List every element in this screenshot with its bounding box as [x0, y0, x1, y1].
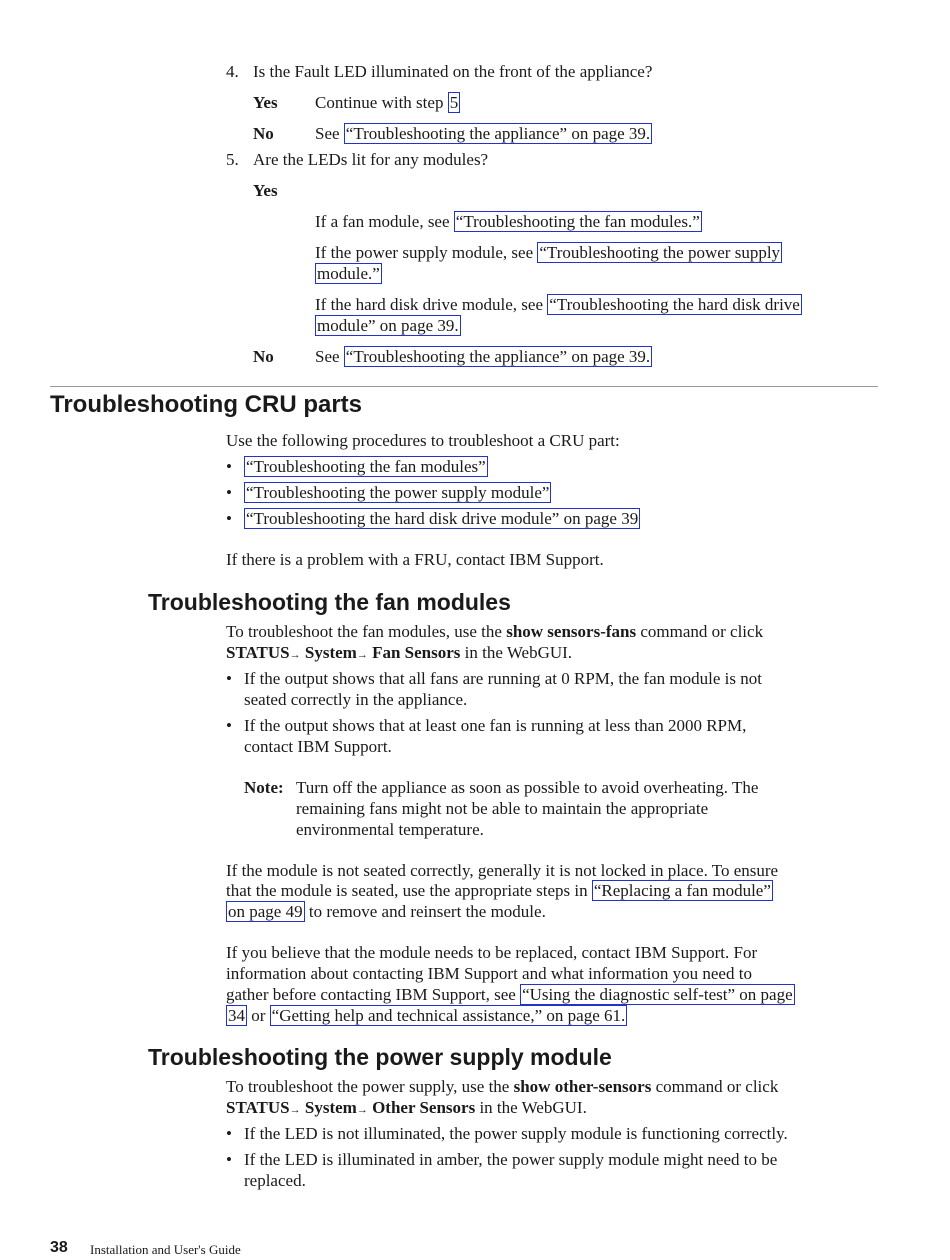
fan-modules-link[interactable]: “Troubleshooting the fan modules.”: [455, 212, 700, 231]
psu-bullet-2-line-1: If the LED is illuminated in amber, the power supply module might need to be: [244, 1150, 778, 1169]
step4-no-label: No: [253, 124, 274, 143]
nav-system: System: [304, 1098, 357, 1117]
psu-heading: Troubleshooting the power supply module: [148, 1044, 612, 1070]
step5-hdd-line-2: [315, 315, 461, 336]
step5-no-label: No: [253, 347, 274, 366]
psu-intro-line-2: [226, 1097, 587, 1121]
fan-bullet-2-line-1: If the output shows that at least one fan is running at less than 2000 RPM,: [244, 716, 747, 735]
cru-list-item-hdd: [244, 508, 640, 529]
nav-system: System: [304, 643, 357, 662]
psu-bullet-1-text: If the LED is not illuminated, the power supply module is functioning correctly.: [244, 1124, 788, 1143]
step5-hdd-text: If the hard disk drive module, see: [315, 295, 548, 314]
seat-line-3: [226, 901, 546, 922]
nav-status: STATUS: [226, 1098, 290, 1117]
fan-bullet-1-line-2: seated correctly in the appliance.: [244, 690, 468, 709]
psu-intro-text-3: in the WebGUI.: [475, 1098, 587, 1117]
replace-line-3: [226, 984, 795, 1005]
note-label: Note:: [244, 778, 284, 797]
psu-bullet-2: [244, 1149, 777, 1170]
fan-bullet-1: [244, 668, 762, 689]
step4-no-text: See: [315, 124, 344, 143]
cru-fan-link[interactable]: “Troubleshooting the fan modules”: [246, 457, 486, 476]
seat-text: that the module is seated, use the appropriate steps in: [226, 881, 592, 900]
cru-heading: Troubleshooting CRU parts: [50, 391, 362, 418]
footer-title: Installation and User's Guide: [90, 1242, 241, 1257]
getting-help-link[interactable]: “Getting help and technical assistance,” on page 61.: [271, 1006, 626, 1025]
step5-psu-line-2: [315, 263, 382, 284]
seat-line-2: [226, 880, 773, 901]
troubleshooting-appliance-link-2[interactable]: “Troubleshooting the appliance” on page 39.: [345, 347, 651, 366]
fan-intro-line-1: [226, 621, 763, 642]
fan-intro-text-2: command or click: [636, 622, 764, 641]
diagnostic-self-test-link-cont[interactable]: 34: [228, 1006, 245, 1025]
troubleshooting-appliance-link[interactable]: “Troubleshooting the appliance” on page 39.: [345, 124, 651, 143]
nav-other-sensors: Other Sensors: [372, 1098, 476, 1117]
power-supply-link[interactable]: “Troubleshooting the power supply: [539, 243, 781, 262]
psu-intro-text-2: command or click: [651, 1077, 779, 1096]
replace-text: gather before contacting IBM Support, see: [226, 985, 521, 1004]
cru-intro: Use the following procedures to troubleshoot a CRU part:: [226, 431, 620, 450]
hard-disk-link-cont[interactable]: module” on page 39.: [317, 316, 459, 335]
page-number: 38: [50, 1239, 68, 1256]
diagnostic-self-test-link[interactable]: “Using the diagnostic self-test” on page: [522, 985, 793, 1004]
fan-intro-text: To troubleshoot the fan modules, use the: [226, 622, 507, 641]
fru-note: If there is a problem with a FRU, contact IBM Support.: [226, 550, 604, 569]
step5-yes-label: Yes: [253, 181, 278, 200]
cru-hdd-link[interactable]: “Troubleshooting the hard disk drive module” on page 39: [246, 509, 639, 528]
psu-command: show other-sensors: [513, 1077, 652, 1096]
step4-number: 4.: [226, 62, 239, 81]
cru-psu-link[interactable]: “Troubleshooting the power supply module”: [246, 483, 550, 502]
cru-list-item-fan: [244, 456, 488, 477]
note-line-2: remaining fans might not be able to maintain the appropriate: [296, 799, 709, 818]
arrow-icon: →: [356, 1104, 368, 1116]
step4-yes-line: [315, 92, 460, 113]
step5-hdd-line: [315, 294, 802, 315]
step5-link[interactable]: 5: [449, 93, 459, 112]
step5-psu-text: If the power supply module, see: [315, 243, 538, 262]
replace-or-text: or: [247, 1006, 270, 1025]
seat-line-1: If the module is not seated correctly, generally it is not locked in place. To ensure: [226, 861, 779, 880]
replace-line-2: information about contacting IBM Support and what information you need to: [226, 964, 752, 983]
nav-status: STATUS: [226, 643, 290, 662]
arrow-icon: →: [289, 649, 301, 661]
psu-bullet-1: [244, 1123, 788, 1144]
psu-intro-line-1: [226, 1076, 778, 1097]
step5-no-text: See: [315, 347, 344, 366]
step5-fan-text: If a fan module, see: [315, 212, 454, 231]
cru-list-item-psu: [244, 482, 551, 503]
step4-yes-label: Yes: [253, 93, 278, 112]
arrow-icon: →: [356, 649, 368, 661]
power-supply-link-cont[interactable]: module.”: [317, 264, 380, 283]
fan-bullet-2-line-2: contact IBM Support.: [244, 737, 392, 756]
step5-fan-line: [315, 211, 702, 232]
step4-no-line: [315, 123, 652, 144]
step5-no-line: [315, 346, 652, 367]
replacing-fan-link[interactable]: “Replacing a fan module”: [593, 881, 771, 900]
arrow-icon: →: [289, 1104, 301, 1116]
fan-bullet-1-line-1: If the output shows that all fans are running at 0 RPM, the fan module is not: [244, 669, 762, 688]
fan-intro-text-3: in the WebGUI.: [460, 643, 573, 662]
psu-intro-text: To troubleshoot the power supply, use the: [226, 1077, 514, 1096]
hard-disk-link[interactable]: “Troubleshooting the hard disk drive: [549, 295, 800, 314]
step5-question: Are the LEDs lit for any modules?: [253, 150, 489, 169]
seat-text-2: to remove and reinsert the module.: [304, 902, 546, 921]
note-line-1: Turn off the appliance as soon as possible to avoid overheating. The: [296, 778, 759, 797]
fan-bullet-2: [244, 715, 746, 736]
fan-heading: Troubleshooting the fan modules: [148, 589, 511, 615]
section-divider: [50, 386, 878, 387]
replace-line-4: [226, 1005, 627, 1026]
step5-number: 5.: [226, 150, 239, 169]
step4-yes-text: Continue with step: [315, 93, 448, 112]
step4-question: Is the Fault LED illuminated on the front of the appliance?: [253, 62, 653, 81]
replacing-fan-link-cont[interactable]: on page 49: [228, 902, 303, 921]
fan-command: show sensors-fans: [506, 622, 637, 641]
fan-intro-line-2: [226, 642, 572, 666]
psu-bullet-2-line-2: replaced.: [244, 1171, 306, 1190]
nav-fan-sensors: Fan Sensors: [372, 643, 461, 662]
step5-psu-line: [315, 242, 782, 263]
replace-line-1: If you believe that the module needs to be replaced, contact IBM Support. For: [226, 943, 758, 962]
note-line-3: environmental temperature.: [296, 820, 484, 839]
